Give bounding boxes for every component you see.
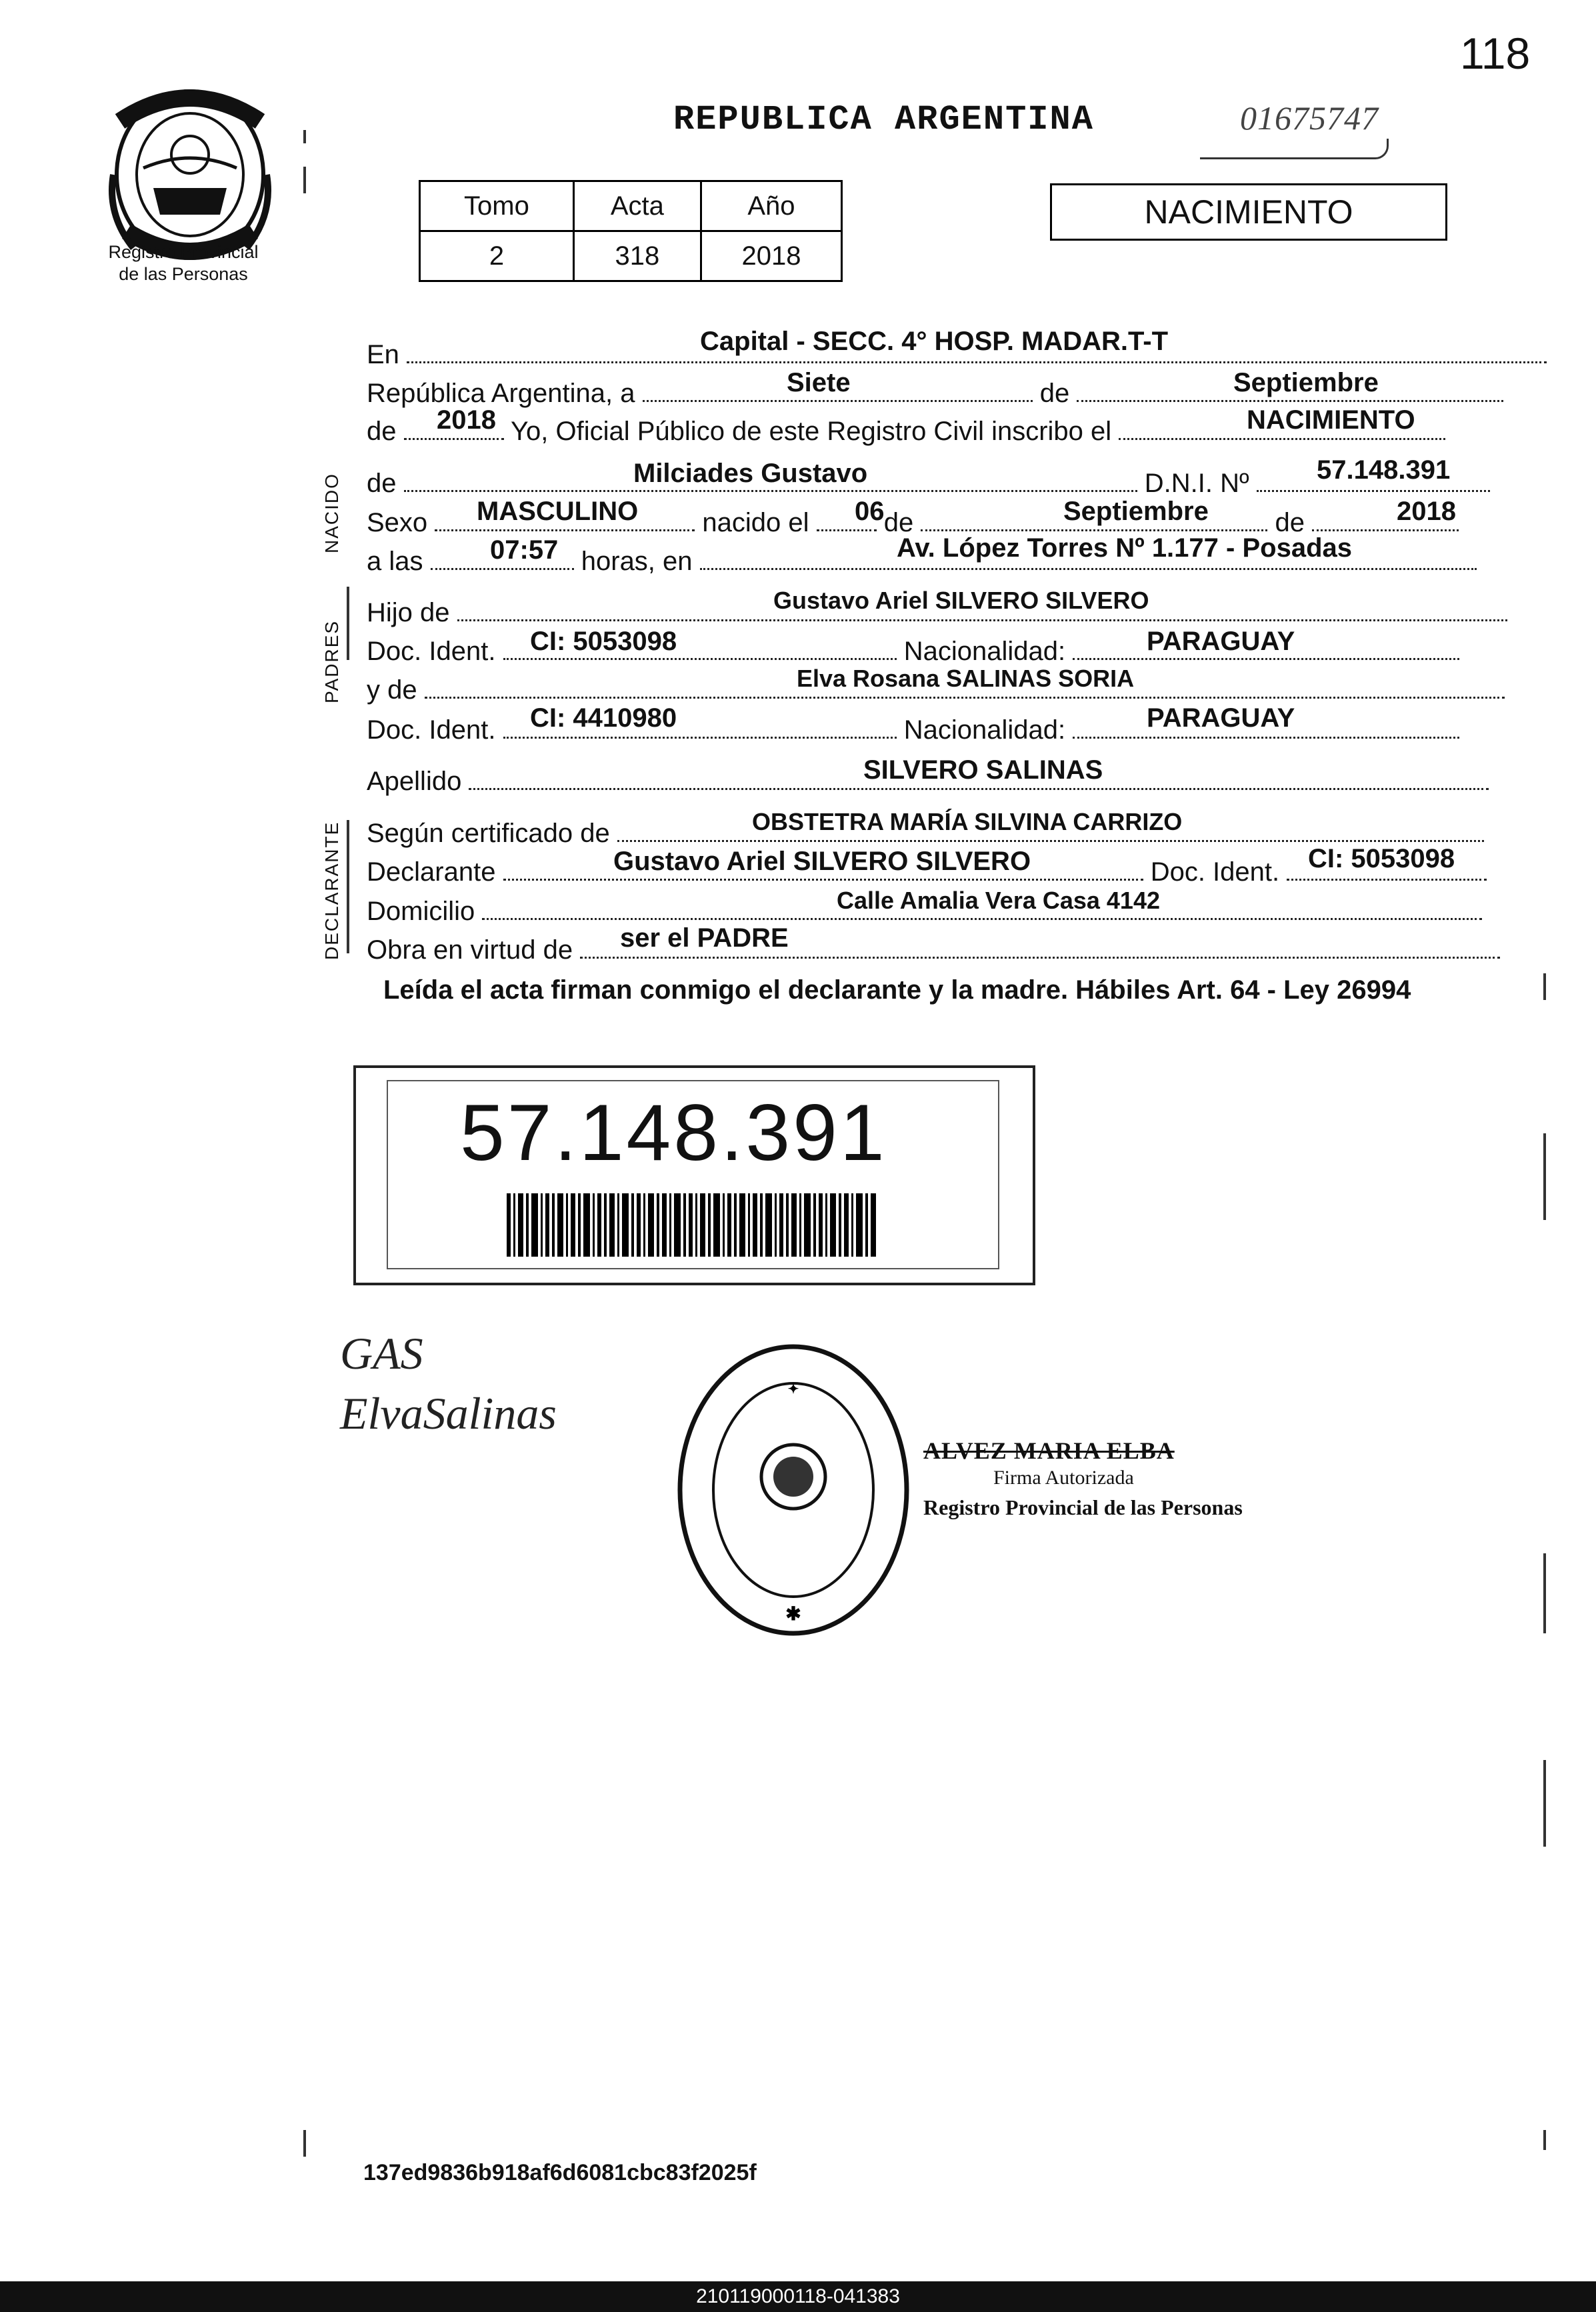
registry-name (73, 241, 293, 285)
label-horas-en: horas, en (581, 547, 693, 576)
dni-sticker-number: 57.148.391 (460, 1088, 887, 1177)
authority-title: Firma Autorizada (993, 1467, 1134, 1489)
label-doc-ident-father: Doc. Ident. (367, 637, 496, 666)
row-capacity (367, 935, 1500, 965)
label-de-month: de (1039, 379, 1070, 408)
margin-tick (303, 2130, 306, 2157)
label-yo: Yo, Oficial Público de este Registro Civil inscribo el (511, 417, 1112, 446)
book-value-acta: 318 (573, 231, 701, 281)
label-doc-ident-mother: Doc. Ident. (367, 715, 496, 745)
label-dni: D.N.I. Nº (1144, 469, 1249, 498)
book-header-tomo: Tomo (420, 181, 574, 231)
value-birth-place: Av. López Torres Nº 1.177 - Posadas (897, 533, 1352, 563)
value-capacity: ser el PADRE (620, 923, 789, 953)
margin-tick (347, 587, 349, 660)
book-table-header-row (420, 181, 842, 231)
label-nacido-el: nacido el (702, 508, 809, 537)
value-surname: SILVERO SALINAS (863, 755, 1103, 785)
signature-name: ElvaSalinas (340, 1388, 557, 1439)
label-nacionalidad-mother: Nacionalidad: (903, 715, 1066, 745)
value-father: Gustavo Ariel SILVERO SILVERO (773, 587, 1149, 614)
value-mother: Elva Rosana SALINAS SORIA (797, 665, 1135, 692)
margin-tick (1543, 1760, 1546, 1847)
value-dni: 57.148.391 (1317, 455, 1451, 485)
svg-text:✱: ✱ (785, 1604, 801, 1625)
label-de-birth-year: de (1275, 508, 1305, 537)
margin-tick (1543, 973, 1546, 1000)
value-mother-nationality: PARAGUAY (1147, 703, 1295, 733)
svg-text:✦: ✦ (787, 1382, 799, 1397)
registry-name-line1: Registro Provincial (108, 242, 259, 262)
section-label-padres: PADRES (321, 619, 342, 703)
book-header-acta: Acta (573, 181, 701, 231)
label-segun: Según certificado de (367, 819, 610, 848)
margin-tick (347, 820, 349, 953)
book-table-value-row (420, 231, 842, 281)
margin-tick (1543, 2130, 1546, 2150)
section-label-declarante: DECLARANTE (321, 821, 342, 960)
country-title: REPUBLICA ARGENTINA (673, 100, 1094, 139)
label-domicilio: Domicilio (367, 897, 475, 926)
registry-name-line2: de las Personas (119, 264, 248, 284)
document-type-box: NACIMIENTO (1050, 183, 1447, 241)
provincial-coat-of-arms-logo (107, 81, 273, 261)
value-declarant-doc: CI: 5053098 (1308, 844, 1455, 873)
signature-initials: GAS (340, 1328, 423, 1379)
value-certificate-by: OBSTETRA MARÍA SILVINA CARRIZO (752, 808, 1183, 835)
label-republica: República Argentina, a (367, 379, 635, 408)
value-declarant: Gustavo Ariel SILVERO SILVERO (613, 847, 1031, 876)
value-day-words: Siete (787, 368, 851, 397)
value-father-doc: CI: 5053098 (530, 627, 677, 656)
value-place: Capital - SECC. 4° HOSP. MADAR.T-T (700, 327, 1169, 356)
value-month: Septiembre (1233, 368, 1379, 397)
page-number: 118 (1460, 29, 1531, 78)
value-birth-month: Septiembre (1063, 497, 1209, 526)
handwritten-signature (340, 1323, 557, 1443)
margin-tick (303, 167, 306, 193)
serial-underline (1200, 139, 1389, 159)
book-value-tomo: 2 (420, 231, 574, 281)
value-act-type: NACIMIENTO (1247, 405, 1415, 435)
value-birth-time: 07:57 (490, 535, 559, 565)
value-sex: MASCULINO (477, 497, 639, 526)
margin-tick (303, 130, 306, 143)
closing-statement: Leída el acta firman conmigo el declarante y la madre. Hábiles Art. 64 - Ley 26994 (383, 975, 1411, 1005)
label-de-birth-month: de (883, 508, 914, 537)
document-hash: 137ed9836b918af6d6081cbc83f2025f (363, 2160, 757, 2185)
book-value-anio: 2018 (701, 231, 841, 281)
authority-name: ALVEZ MARIA ELBA (923, 1437, 1175, 1464)
official-seal-stamp (673, 1340, 913, 1640)
value-name: Milciades Gustavo (633, 459, 868, 488)
value-birth-year: 2018 (1397, 497, 1456, 526)
label-doc-ident-declarant: Doc. Ident. (1150, 857, 1280, 887)
section-label-nacido: NACIDO (321, 473, 342, 553)
label-obra: Obra en virtud de (367, 935, 573, 965)
value-father-nationality: PARAGUAY (1147, 627, 1295, 656)
label-sexo: Sexo (367, 508, 428, 537)
margin-tick (1543, 1553, 1546, 1633)
authority-organization: Registro Provincial de las Personas (923, 1495, 1243, 1519)
book-reference-table (419, 180, 843, 282)
value-year: 2018 (437, 405, 496, 435)
margin-tick (1543, 1133, 1546, 1220)
label-de-year: de (367, 417, 397, 446)
label-apellido: Apellido (367, 767, 462, 796)
label-y-de: y de (367, 675, 417, 705)
label-declarante: Declarante (367, 857, 496, 887)
label-en: En (367, 340, 399, 369)
serial-number: 01675747 (1240, 99, 1379, 137)
value-mother-doc: CI: 4410980 (530, 703, 677, 733)
dni-barcode (507, 1193, 880, 1257)
value-birth-day: 06 (855, 497, 885, 526)
label-nacionalidad-father: Nacionalidad: (903, 637, 1066, 666)
book-header-anio: Año (701, 181, 841, 231)
footer-code-bar: 210119000118-041383 (0, 2281, 1596, 2312)
label-de-name: de (367, 469, 397, 498)
label-hijo-de: Hijo de (367, 598, 450, 627)
value-address: Calle Amalia Vera Casa 4142 (837, 887, 1160, 914)
label-a-las: a las (367, 547, 423, 576)
